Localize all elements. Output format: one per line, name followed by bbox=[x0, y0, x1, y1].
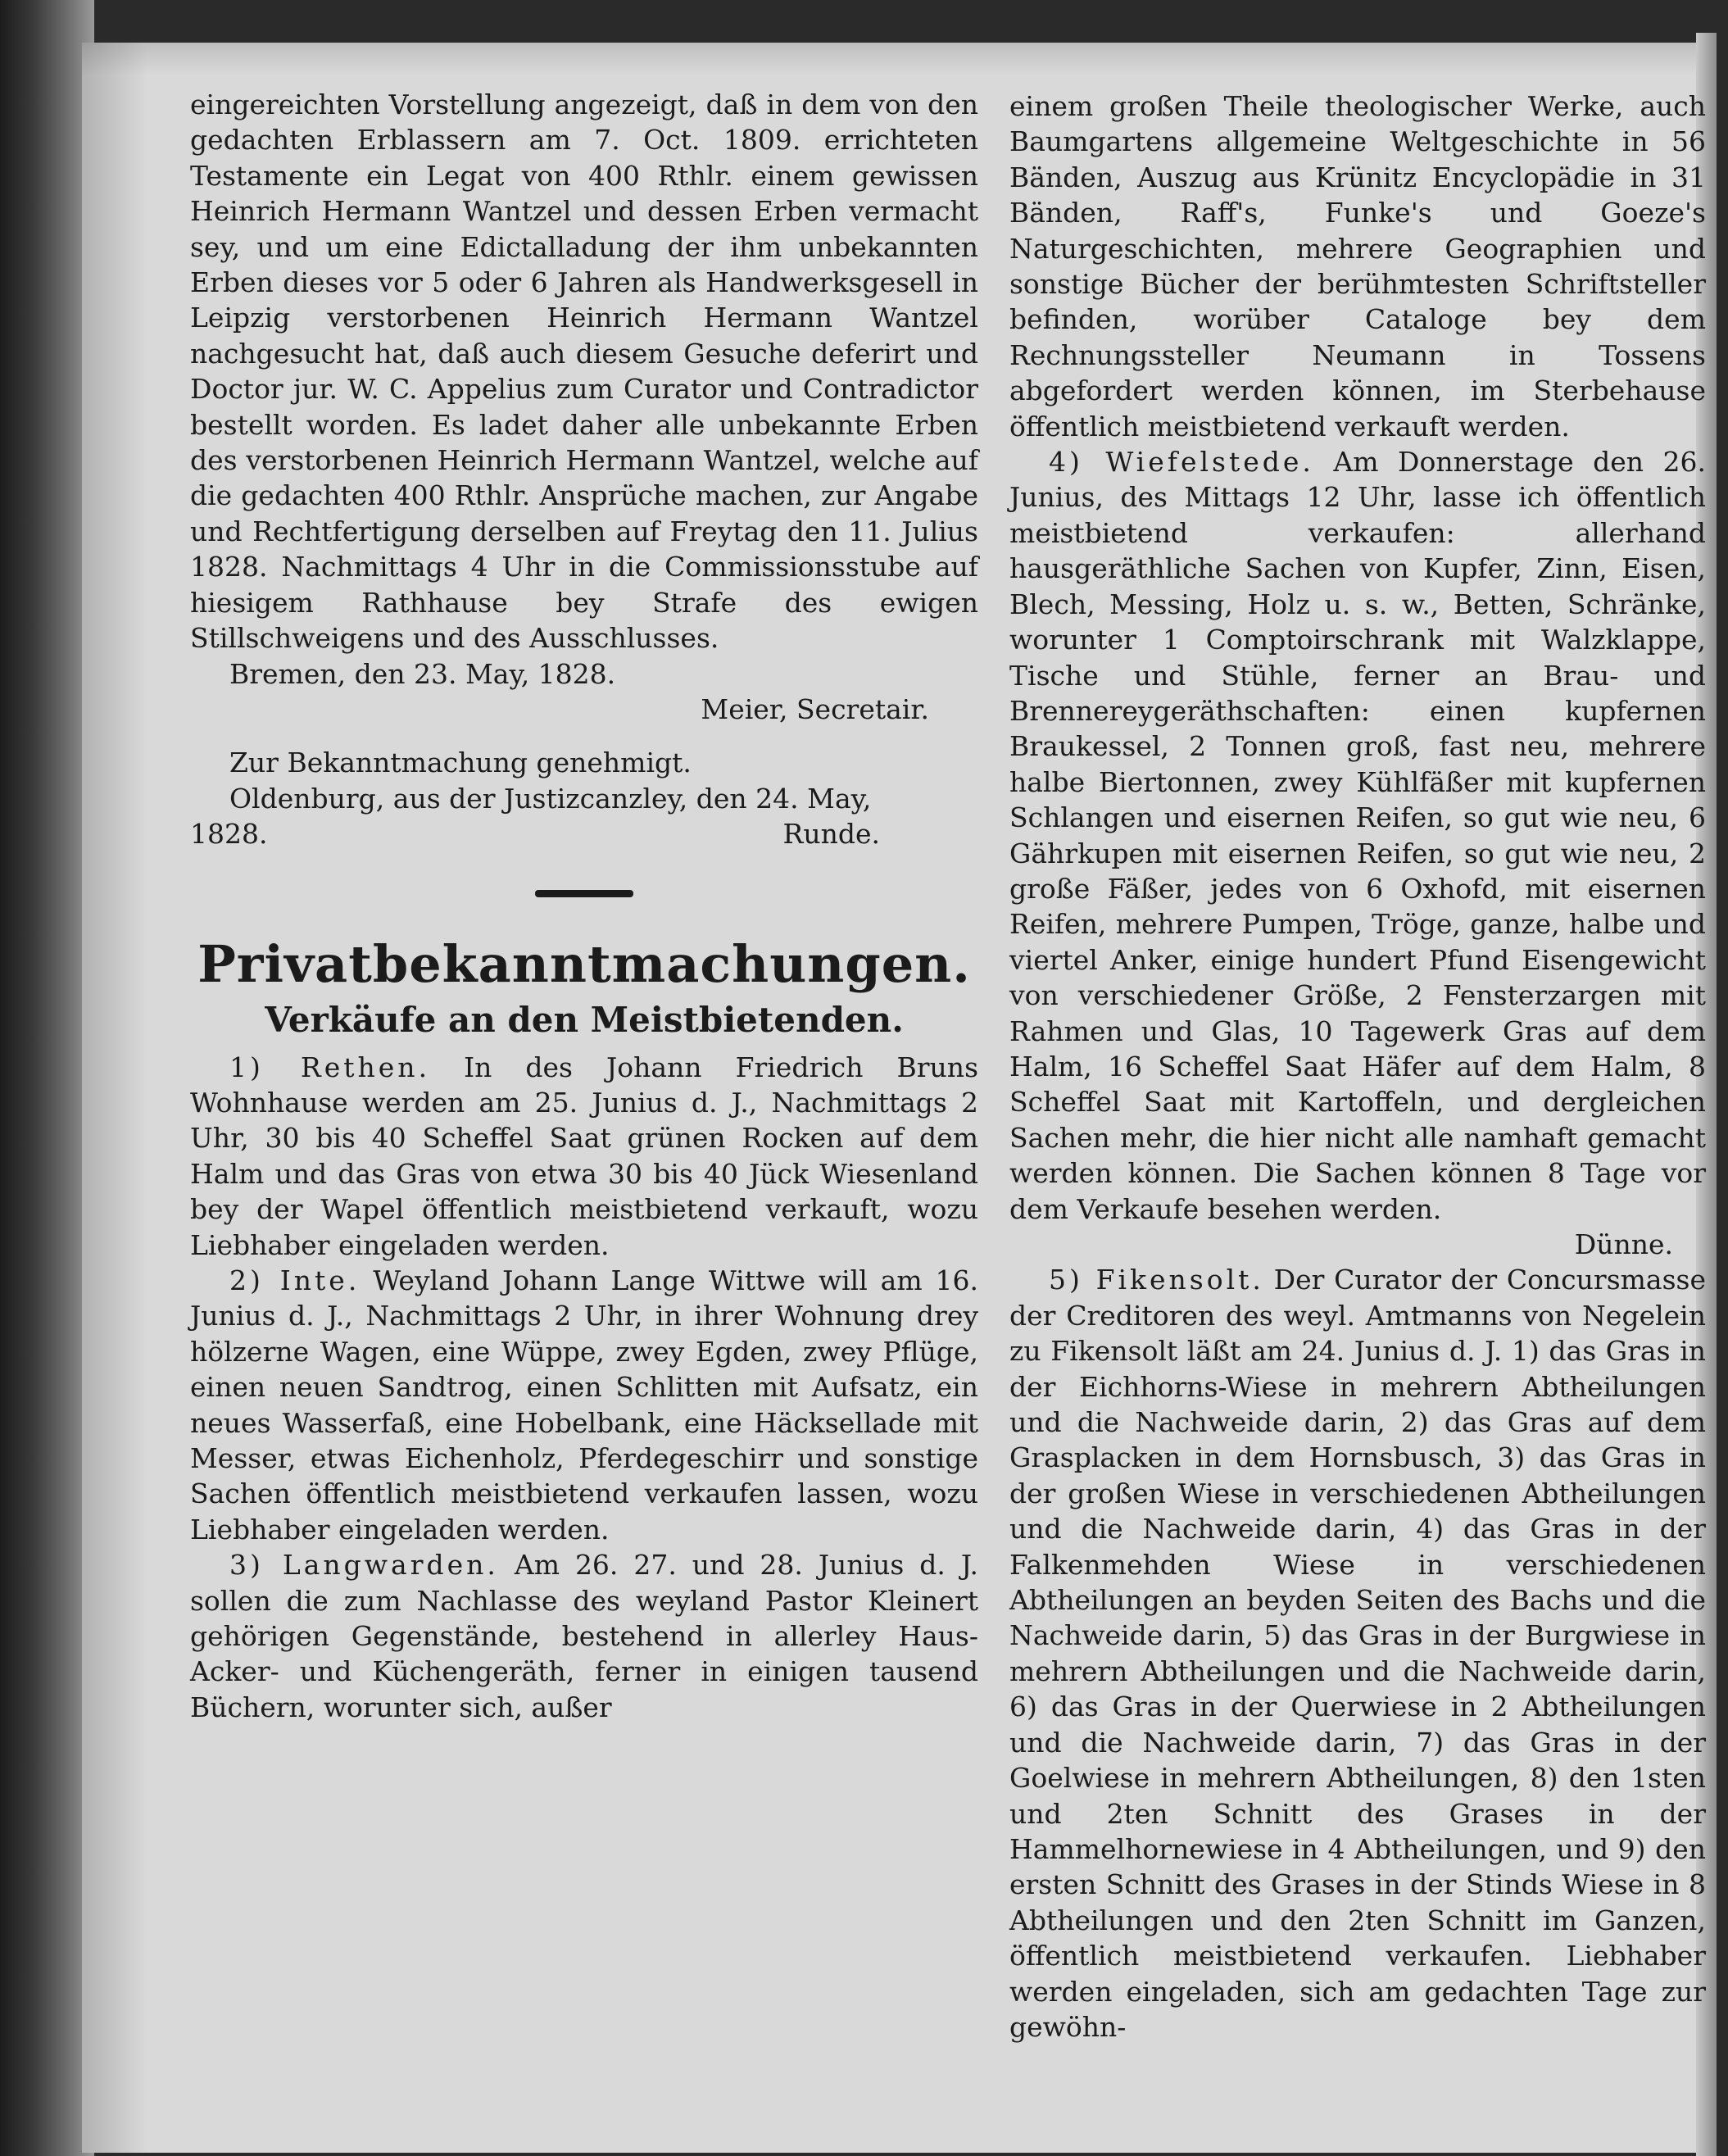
section-subtitle: Verkäufe an den Meistbietenden. bbox=[265, 999, 904, 1040]
approval-signature: Runde. bbox=[782, 818, 880, 851]
left-column bbox=[190, 87, 978, 1725]
notice-item-5-text: Der Curator der Concursmasse der Creditoren des weyl. Amtmanns von Negelein zu Fikensolt läßt am 24. Junius d. J. 1) das Gras in der Eichhorns-Wiese in mehrern Abtheilungen und die Nachweide darin, 2) das Gras auf dem Grasplacken in dem Hornsbusch, 3) das Gras in der großen Wiese in verschiedenen Abtheilungen und die Nachweide darin, 4) das Gras in der Falkenmehden Wiese in verschiedenen Abtheilungen an beyden Seiten des Bachs und die Nachweide darin, 5) das Gras in der Burgwiese in mehrern Abtheilungen und die Nachweide darin, 6) das Gras in der Querwiese in 2 Abtheilungen und die Nachweide darin, 7) das Gras in der Goelwiese in mehrern Abtheilungen, 8) den 1sten und 2ten Schnitt des Grases in der Hammelhornewiese in 4 Abtheilungen, und 9) den ersten Schnitt des Grases in der Stinds Wiese in 8 Abtheilungen und den 2ten Schnitt im Ganzen, öffentlich meistbietend verkaufen. Liebhaber werden eingeladen, sich am gedachten Tage zur gewöhn- bbox=[1009, 1264, 1706, 2043]
notice-item-3 bbox=[190, 1547, 978, 1725]
notice-item-4 bbox=[1009, 444, 1706, 1227]
notice-item-1-text: In des Johann Friedrich Bruns Wohnhause werden am 25. Junius d. J., Nachmittags 2 Uhr, 30 bis 40 Scheffel Saat grünen Rocken auf dem Halm und das Gras von etwa 30 bis 40 Jück Wiesenland bey der Wapel öffentlich meistbietend verkauft, wozu Liebhaber eingeladen werden. bbox=[190, 1051, 978, 1261]
notice-item-5-head: 5) Fikensolt. bbox=[1049, 1264, 1264, 1296]
edict-signature: Meier, Secretair. bbox=[701, 692, 929, 725]
edict-place-date: Bremen, den 23. May, 1828. bbox=[229, 657, 616, 690]
notice-item-2-text: Weyland Johann Lange Wittwe will am 16. Junius d. J., Nachmittags 2 Uhr, in ihrer Wohnung drey hölzerne Wagen, eine Wüppe, zwey Egden, zwey Pflüge, einen neuen Sandtrog, einen Schlitten mit Aufsatz, ein neues Wasserfaß, eine Hobelbank, eine Häcksellade mit Messer, etwas Eichenholz, Pferdegeschirr und sonstige Sachen öffentlich meistbietend verkaufen lassen, wozu Liebhaber eingeladen werden. bbox=[190, 1264, 978, 1546]
notice-item-3-text: Am 26. 27. und 28. Junius d. J. sollen die zum Nachlasse des weyland Pastor Kleinert gehörigen Gegenstände, bestehend in allerley Haus- Acker- und Küchengeräth, ferner in einigen tausend Büchern, worunter sich, außer bbox=[190, 1549, 978, 1723]
notice-item-2 bbox=[190, 1263, 978, 1547]
notice-item-3-head: 3) Langwarden. bbox=[229, 1549, 499, 1582]
approval-signature-row bbox=[190, 816, 978, 851]
approval-line: Zur Bekanntmachung genehmigt. bbox=[229, 747, 692, 779]
book-spine bbox=[0, 0, 94, 2156]
notice-item-3-continued: einem großen Theile theologischer Werke, auch Baumgartens allgemeine Weltgeschichte in 56 Bänden, Auszug aus Krünitz Encyclopädie in 31 Bänden, Raff's, Funke's und Goeze's Naturgeschichten, mehrere Geographien und sonstige Bücher der berühmtesten Schriftsteller befinden, worüber Cataloge bey dem Rechnungssteller Neumann in Tossens abgefordert werden können, im Sterbehause öffentlich meistbietend verkauft werden. bbox=[1009, 90, 1706, 443]
notice-item-4-head: 4) Wiefelstede. bbox=[1049, 446, 1314, 479]
edict-paragraph: eingereichten Vorstellung angezeigt, daß in dem von den gedachten Erblassern am 7. Oct. 1809. errichteten Testamente ein Legat von 400 Rthlr. einem gewissen Heinrich Hermann Wantzel und dessen Erben vermacht sey, und um eine Edictalladung der ihm unbekannten Erben dieses vor 5 oder 6 Jahren als Handwerksgesell in Leipzig verstorbenen Heinrich Hermann Wantzel nachgesucht hat, daß auch diesem Gesuche deferirt und Doctor jur. W. C. Appelius zum Curator und Contradictor bestellt worden. Es ladet daher alle unbekannte Erben des verstorbenen Heinrich Hermann Wantzel, welche auf die gedachten 400 Rthlr. Ansprüche machen, zur Angabe und Rechtfertigung derselben auf Freytag den 11. Julius 1828. Nachmittags 4 Uhr in die Commissionsstube auf hiesigem Rathhause bey Strafe des ewigen Stillschweigens und des Ausschlusses. bbox=[190, 89, 978, 655]
approval-place-date: Oldenburg, aus der Justizcanzley, den 24. May, bbox=[229, 782, 872, 815]
notice-item-1-head: 1) Rethen. bbox=[229, 1051, 431, 1083]
right-column bbox=[1009, 89, 1706, 2045]
notice-item-5 bbox=[1009, 1262, 1706, 2045]
notice-item-4-text: Am Donnerstage den 26. Junius, des Mittags 12 Uhr, lasse ich öffentlich meistbietend verkaufen: allerhand hausgeräthliche Sachen von Kupfer, Zinn, Eisen, Blech, Messing, Holz u. s. w., Betten, Schränke, worunter 1 Comptoirschrank mit Walzklappe, Tische und Stühle, ferner an Brau- und Brennereygeräthschaften: einen kupfernen Braukessel, 2 Tonnen groß, fast neu, mehrere halbe Biertonnen, zwey Kühlfäßer mit kupfernen Schlangen und eisernen Reifen, so gut wie neu, 6 Gährkupen mit eisernen Reifen, so gut wie neu, 2 große Fäßer, jedes von 6 Oxhofd, mit eisernen Reifen, mehrere Pumpen, Tröge, ganze, halbe und viertel Anker, einige hundert Pfund Eisengewicht von verschiedener Größe, 2 Fensterzargen mit Rahmen und Glas, 10 Tagewerk Gras auf dem Halm, 16 Scheffel Saat Häfer auf dem Halm, 8 Scheffel Saat mit Kartoffeln, und dergleichen Sachen mehr, die hier nicht alle namhaft gemacht werden können. Die Sachen können 8 Tage vor dem Verkaufe besehen werden. bbox=[1009, 446, 1706, 1225]
notice-item-1 bbox=[190, 1050, 978, 1263]
notice-item-2-head: 2) Inte. bbox=[229, 1264, 361, 1296]
section-divider bbox=[535, 890, 633, 897]
notice-item-4-signature: Dünne. bbox=[1574, 1228, 1673, 1260]
approval-year: 1828. bbox=[190, 818, 268, 851]
section-title: Privatbekanntmachungen. bbox=[197, 933, 971, 994]
